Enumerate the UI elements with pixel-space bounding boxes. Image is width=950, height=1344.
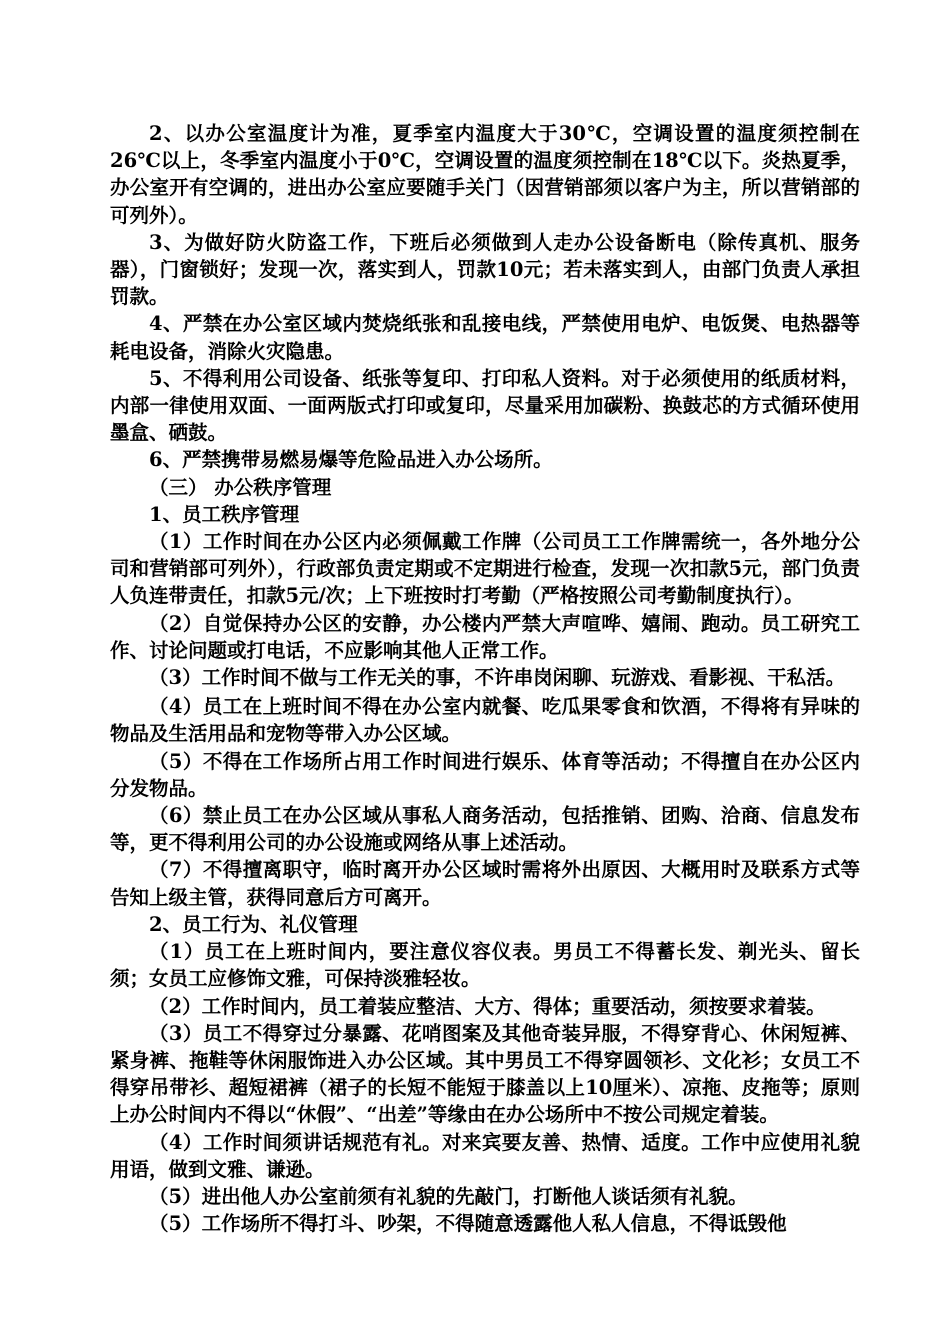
- item-6-no-private-business: （6）禁止员工在办公区域从事私人商务活动，包括推销、团购、洽商、信息发布等，更不得利用公司的办公设施或网络从事上述活动。: [110, 804, 860, 855]
- item-3-no-idle: （3）工作时间不做与工作无关的事，不许串岗闲聊、玩游戏、看影视、干私活。: [149, 666, 846, 690]
- etiquette-item-5-knock: （5）进出他人办公室前须有礼貌的先敲门，打断他人谈话须有礼貌。: [149, 1184, 748, 1208]
- paragraph-4-electrical: 4、严禁在办公室区域内焚烧纸张和乱接电线，严禁使用电炉、电饭煲、电热器等耗电设备，消除火灾隐患。: [110, 312, 860, 363]
- etiquette-item-5b-no-fighting: （5）工作场所不得打斗、吵架，不得随意透露他人私人信息，不得诋毁他: [149, 1212, 787, 1236]
- document-body: [110, 120, 860, 1237]
- subsection-heading-etiquette: 2、员工行为、礼仪管理: [149, 912, 358, 936]
- item-2-quiet: （2）自觉保持办公区的安静，办公楼内严禁大声喧哗、嬉闹、跑动。员工研究工作、讨论问题或打电话，不应影响其他人正常工作。: [110, 611, 860, 662]
- item-7-no-leaving: （7）不得擅离职守，临时离开办公区域时需将外出原因、大概用时及联系方式等告知上级主管，获得同意后方可离开。: [110, 858, 860, 909]
- item-4-no-eating: （4）员工在上班时间不得在办公室内就餐、吃瓜果零食和饮酒，不得将有异味的物品及生活用品和宠物等带入办公区域。: [110, 695, 860, 746]
- etiquette-item-1-appearance: （1）员工在上班时间内，要注意仪容仪表。男员工不得蓄长发、剃光头、留长须；女员工应修饰文雅，可保持淡雅轻妆。: [110, 940, 860, 991]
- paragraph-2-temperature: 2、以办公室温度计为准，夏季室内温度大于30℃，空调设置的温度须控制在26℃以上，冬季室内温度小于0℃，空调设置的温度须控制在18℃以下。炎热夏季，办公室开有空调的，进出办公室应要随手关门（因营销部须以客户为主，所以营销部的可列外）。: [110, 122, 860, 227]
- item-5-no-entertainment: （5）不得在工作场所占用工作时间进行娱乐、体育等活动；不得擅自在办公区内分发物品。: [110, 749, 860, 800]
- section-heading-office-order: （三） 办公秩序管理: [149, 475, 332, 499]
- etiquette-item-4-speech: （4）工作时间须讲话规范有礼。对来宾要友善、热情、适度。工作中应使用礼貌用语，做到文雅、谦逊。: [110, 1130, 860, 1181]
- subsection-heading-staff-order: 1、员工秩序管理: [149, 502, 300, 526]
- paragraph-3-fire-safety: 3、为做好防火防盗工作，下班后必须做到人走办公设备断电（除传真机、服务器），门窗锁好；发现一次，落实到人，罚款10元；若未落实到人，由部门负责人承担罚款。: [110, 230, 860, 309]
- etiquette-item-3-dress-code: （3）员工不得穿过分暴露、花哨图案及其他奇装异服，不得穿背心、休闲短裤、紧身裤、拖鞋等休闲服饰进入办公区域。其中男员工不得穿圆领衫、文化衫；女员工不得穿吊带衫、超短裙裤（裙子的长短不能短于膝盖以上10厘米）、凉拖、皮拖等；原则上办公时间内不得以“休假”、“出差”等缘由在办公场所中不按公司规定着装。: [110, 1021, 860, 1127]
- paragraph-5-printing: 5、不得利用公司设备、纸张等复印、打印私人资料。对于必须使用的纸质材料，内部一律使用双面、一面两版式打印或复印，尽量采用加碳粉、换鼓芯的方式循环使用墨盒、硒鼓。: [110, 366, 860, 445]
- item-1-badge: （1）工作时间在办公区内必须佩戴工作牌（公司员工工作牌需统一，各外地分公司和营销部可列外），行政部负责定期或不定期进行检查，发现一次扣款5元，部门负责人负连带责任，扣款5元/次；上下班按时打考勤（严格按照公司考勤制度执行）。: [110, 530, 860, 608]
- etiquette-item-2-attire: （2）工作时间内，员工着装应整洁、大方、得体；重要活动，须按要求着装。: [149, 994, 826, 1018]
- paragraph-6-hazardous: 6、严禁携带易燃易爆等危险品进入办公场所。: [149, 448, 553, 472]
